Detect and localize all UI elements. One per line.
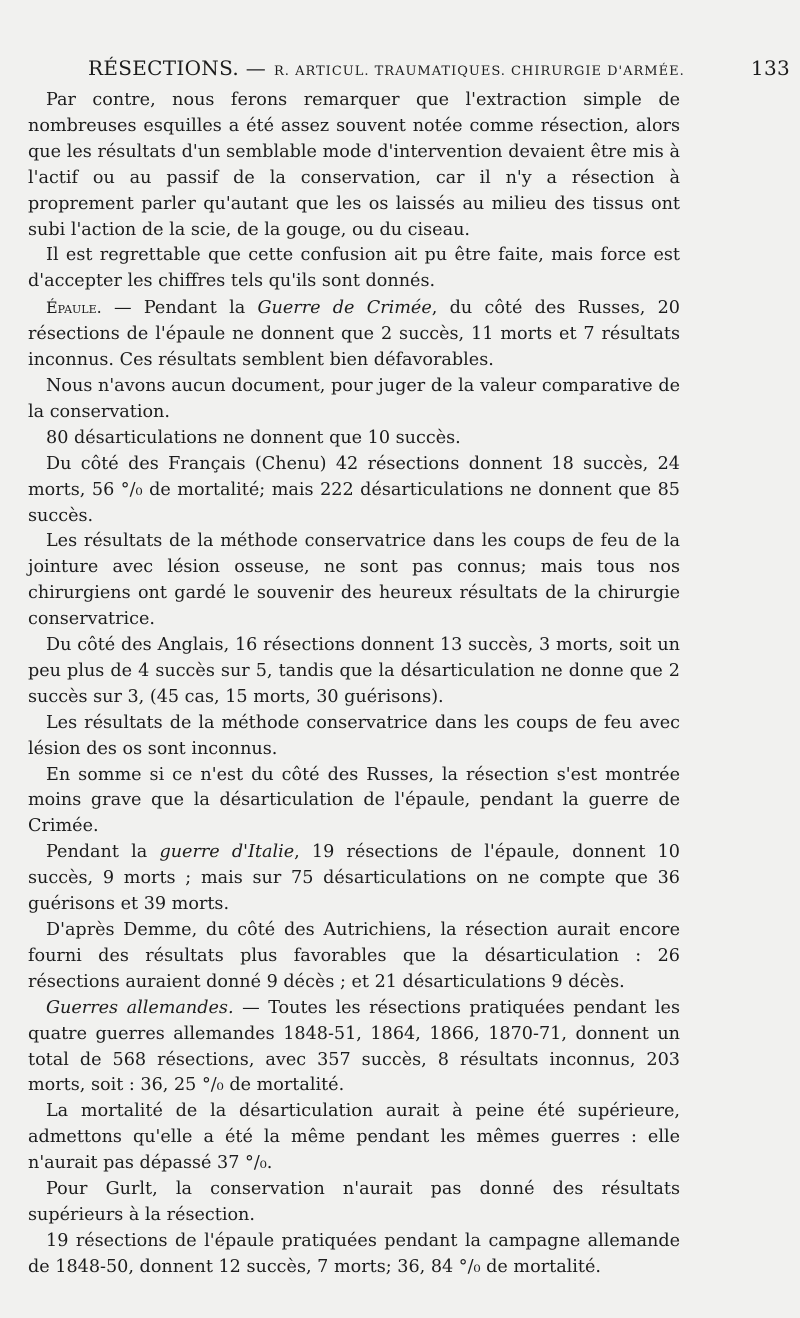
italic-term: Guerre de Crimée (257, 298, 432, 319)
section-title: RÉSECTIONS. — (88, 56, 267, 80)
paragraph: Du côté des Anglais, 16 résections donnent 13 succès, 3 morts, soit un peu plus de 4 succès sur 5, tandis que la désarticulation ne donne que 2 succès sur 3, (45 cas, 15 morts, 30 guérisons). (28, 635, 680, 707)
paragraph: Les résultats de la méthode conservatrice dans les coups de feu de la jointure avec lésion osseuse, ne sont pas connus; mais tous nos chirurgiens ont gardé le souvenir des heureux résultats de la chirurgie conservatrice. (28, 531, 680, 630)
italic-term: Guerres allemandes. (46, 997, 234, 1018)
running-header (88, 56, 790, 80)
paragraph: Épaule. — Pendant la Guerre de Crimée, du côté des Russes, 20 résections de l'épaule ne donnent que 2 succès, 11 morts et 7 résultats inconnus. Ces résultats semblent bien défavorables. (28, 298, 680, 371)
page-body (28, 88, 680, 1281)
paragraph: Par contre, nous ferons remarquer que l'extraction simple de nombreuses esquilles a été assez souvent notée comme résection, alors que les résultats d'un semblable mode d'intervention devaient être mis à l'actif ou au passif de la conservation, car il n'y a résection à proprement parler qu'autant que les os laissés au milieu des tissus ont subi l'action de la scie, de la gouge, ou du ciseau. (28, 90, 680, 240)
page-number: 133 (750, 56, 790, 80)
paragraph: Il est regrettable que cette confusion ait pu être faite, mais force est d'accepter les chiffres tels qu'ils sont donnés. (28, 245, 680, 292)
paragraph: Nous n'avons aucun document, pour juger de la valeur comparative de la conservation. (28, 375, 680, 422)
paragraph: 80 désarticulations ne donnent que 10 succès. (46, 427, 461, 448)
paragraph: Pendant la guerre d'Italie, 19 résections de l'épaule, donnent 10 succès, 9 morts ; mais sur 75 désarticulations on ne compte que 36 guérisons et 39 morts. (28, 842, 680, 915)
paragraph: Guerres allemandes. — Toutes les résections pratiquées pendant les quatre guerres allemandes 1848-51, 1864, 1866, 1870-71, donnent un total de 568 résections, avec 357 succès, 8 résultats inconnus, 203 morts, soit : 36, 25 °/₀ de mortalité. (28, 997, 680, 1096)
paragraph: D'après Demme, du côté des Autrichiens, la résection aurait encore fourni des résultats plus favorables que la désarticulation : 26 résections auraient donné 9 décès ; et 21 désarticulations 9 décès. (28, 920, 680, 992)
paragraph: Les résultats de la méthode conservatrice dans les coups de feu avec lésion des os sont inconnus. (28, 712, 680, 759)
paragraph: Du côté des Français (Chenu) 42 résections donnent 18 succès, 24 morts, 56 °/₀ de mortalité; mais 222 désarticulations ne donnent que 85 succès. (28, 453, 680, 526)
paragraph: La mortalité de la désarticulation aurait à peine été supérieure, admettons qu'elle a été la même pendant les mêmes guerres : elle n'aurait pas dépassé 37 °/₀. (28, 1101, 680, 1174)
header-subtitle: R. ARTICUL. TRAUMATIQUES. CHIRURGIE D'ARMÉE. (274, 64, 685, 79)
paragraph: En somme si ce n'est du côté des Russes, la résection s'est montrée moins grave que la désarticulation de l'épaule, pendant la guerre de Crimée. (28, 764, 680, 837)
italic-term: guerre d'Italie (159, 842, 295, 863)
paragraph: 19 résections de l'épaule pratiquées pendant la campagne allemande de 1848-50, donnent 12 succès, 7 morts; 36, 84 °/₀ de mortalité. (28, 1230, 680, 1277)
section-lead: Épaule. (46, 298, 102, 318)
paragraph: Pour Gurlt, la conservation n'aurait pas donné des résultats supérieurs à la résection. (28, 1179, 680, 1225)
